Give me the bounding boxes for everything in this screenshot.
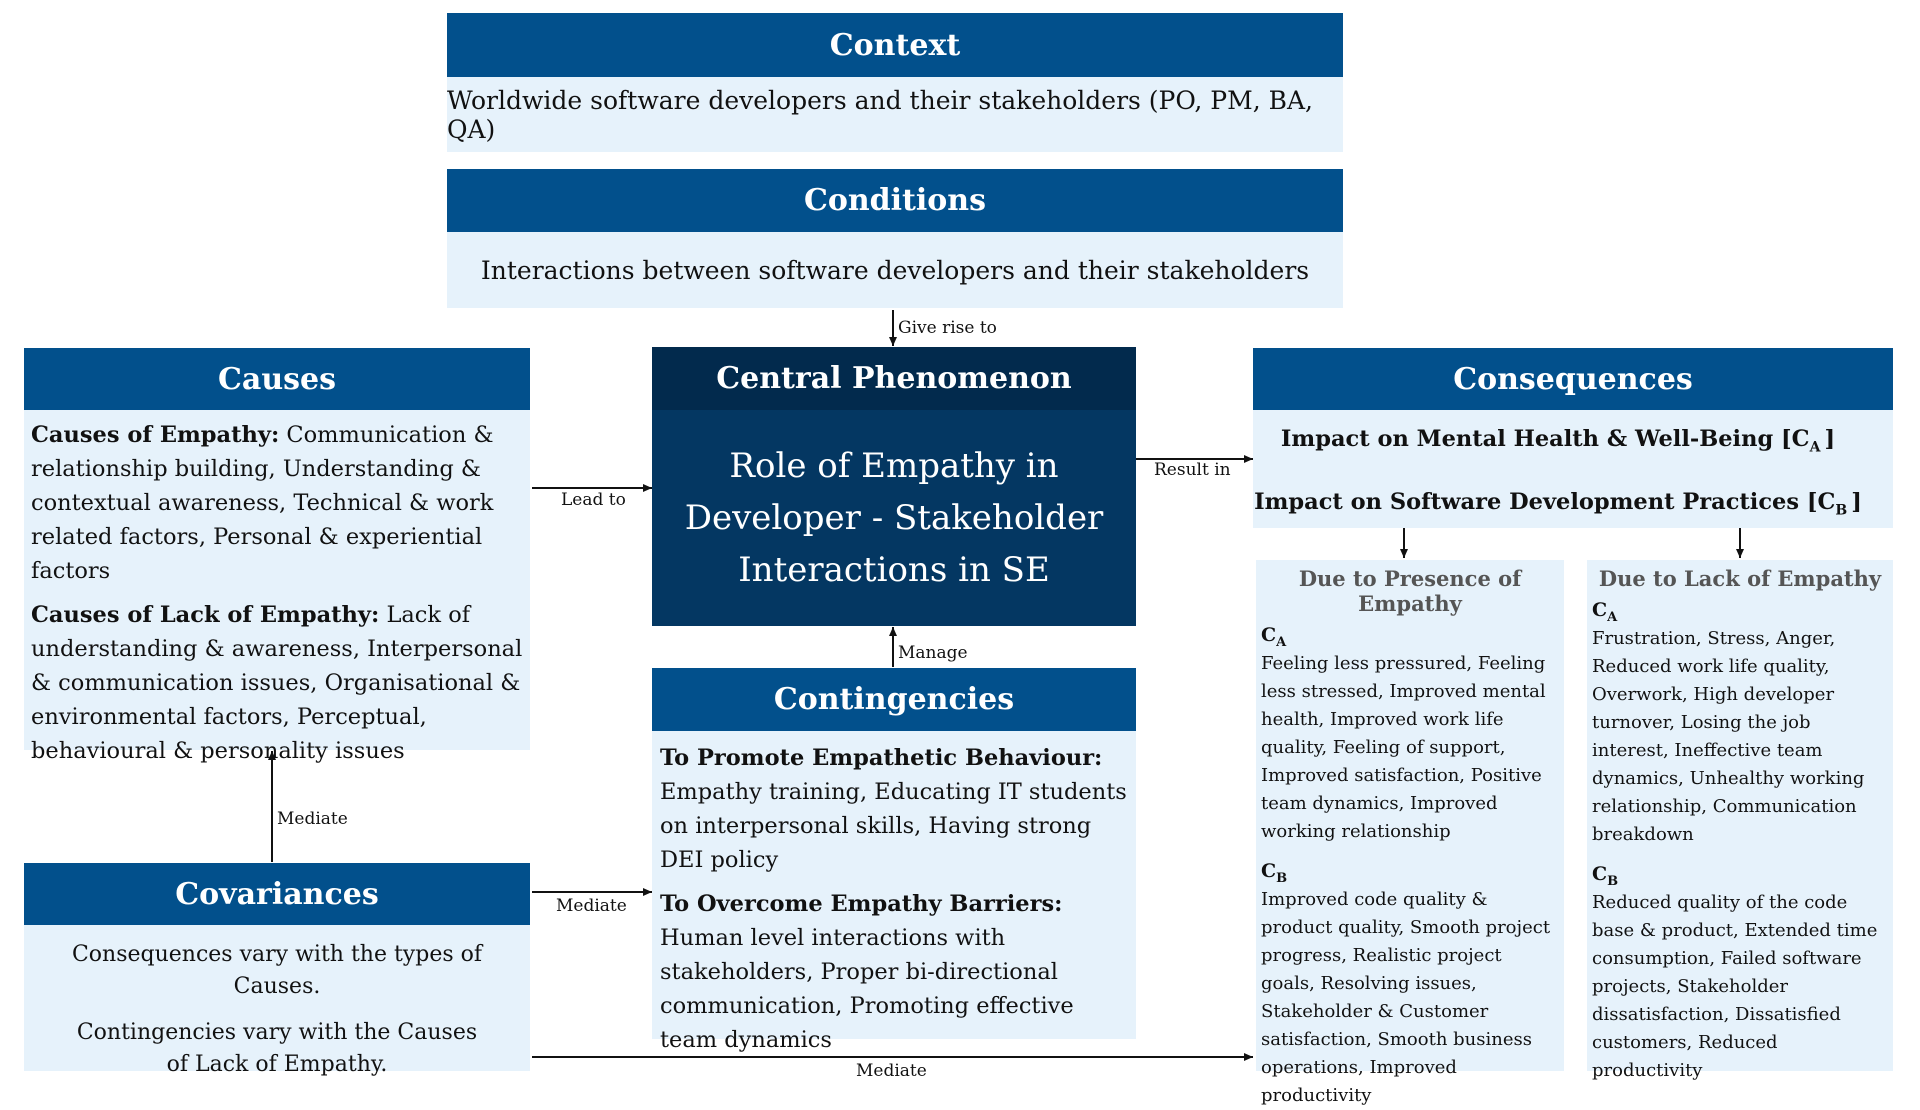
causes-box bbox=[24, 348, 530, 764]
contingencies-promote-label: To Promote Empathetic Behaviour: bbox=[660, 745, 1103, 771]
lack-ca-heading: $C_A$ bbox=[1592, 599, 1618, 625]
context-title: Context bbox=[447, 13, 1343, 77]
causes-of-lack-of-empathy bbox=[31, 598, 523, 768]
label-mediate-right: Mediate bbox=[556, 896, 627, 916]
causes-empathy-label: Causes of Empathy: bbox=[31, 422, 280, 448]
presence-of-empathy-box bbox=[1256, 560, 1564, 1106]
causes-lack-text: Lack of understanding & awareness, Interpersonal & communication issues, Organisational & environmental factors, Perceptual, behavioural & personality issues bbox=[31, 602, 523, 764]
contingencies-overcome-text: Human level interactions with stakeholders, Proper bi-directional communication, Promoting effective team dynamics bbox=[660, 925, 1074, 1053]
conditions-title: Conditions bbox=[447, 169, 1343, 232]
lack-title: Due to Lack of Empathy bbox=[1598, 566, 1882, 591]
central-title: Central Phenomenon bbox=[652, 347, 1136, 410]
conditions-text: Interactions between software developers and their stakeholders bbox=[480, 255, 1310, 285]
covariances-line-1: Consequences vary with the types of Causes. bbox=[71, 942, 483, 999]
presence-ca-heading: $C_A$ bbox=[1261, 624, 1287, 650]
label-mediate-bottom: Mediate bbox=[856, 1061, 927, 1081]
causes-title: Causes bbox=[24, 348, 530, 410]
presence-cb-heading: $C_B$ bbox=[1261, 859, 1288, 886]
contingencies-overcome-label: To Overcome Empathy Barriers: bbox=[660, 891, 1063, 917]
impact-software-development: Impact on Software Development Practices [$C_B$ ] bbox=[1254, 488, 1862, 518]
conditions-box bbox=[447, 169, 1343, 308]
presence-title: Due to Presence of Empathy bbox=[1298, 566, 1522, 616]
causes-of-empathy bbox=[31, 418, 523, 588]
central-text: Role of Empathy in Developer - Stakeholder Interactions in SE bbox=[684, 446, 1104, 590]
consequences-title: Consequences bbox=[1253, 348, 1893, 410]
presence-ca-text: Feeling less pressured, Feeling less stressed, Improved mental health, Improved work life quality, Feeling of support, Improved satisfaction, Positive team dynamics, Improved working relationship bbox=[1261, 652, 1546, 842]
causes-empathy-text: Communication & relationship building, Understanding & contextual awareness, Technical & work related factors, Personal & experiential factors bbox=[31, 422, 494, 584]
context-box bbox=[447, 13, 1343, 152]
contingencies-box bbox=[652, 668, 1136, 1053]
lack-ca-text: Frustration, Stress, Anger, Reduced work life quality, Overwork, High developer turnover, Losing the job interest, Ineffective team dynamics, Unhealthy working relationship, Communication breakdown bbox=[1592, 627, 1865, 845]
covariances-line-2: Contingencies vary with the Causes of Lack of Empathy. bbox=[76, 1020, 478, 1077]
contingencies-promote bbox=[660, 741, 1128, 877]
central-phenomenon-box bbox=[652, 347, 1136, 626]
label-lead-to: Lead to bbox=[561, 490, 626, 510]
causes-lack-label: Causes of Lack of Empathy: bbox=[31, 602, 380, 628]
covariances-box bbox=[24, 863, 530, 1077]
contingencies-overcome bbox=[660, 887, 1128, 1057]
context-text: Worldwide software developers and their stakeholders (PO, PM, BA, QA) bbox=[447, 85, 1313, 144]
impact-mental-health: Impact on Mental Health & Well-Being [$C_A$ ] bbox=[1280, 426, 1836, 456]
consequences-box bbox=[1253, 348, 1893, 528]
label-mediate-up: Mediate bbox=[277, 809, 348, 829]
contingencies-title: Contingencies bbox=[652, 668, 1136, 731]
label-manage: Manage bbox=[898, 643, 968, 663]
lack-cb-text: Reduced quality of the code base & product, Extended time consumption, Failed software projects, Stakeholder dissatisfaction, Dissatisfied customers, Reduced productivity bbox=[1592, 891, 1878, 1081]
covariances-title: Covariances bbox=[24, 863, 530, 925]
lack-cb-heading: $C_B$ bbox=[1592, 862, 1619, 889]
label-result-in: Result in bbox=[1154, 460, 1231, 480]
contingencies-promote-text: Empathy training, Educating IT students on interpersonal skills, Having strong DEI policy bbox=[660, 779, 1127, 873]
lack-of-empathy-box bbox=[1587, 560, 1893, 1081]
presence-cb-text: Improved code quality & product quality, Smooth project progress, Realistic project goals, Resolving issues, Stakeholder & Customer satisfaction, Smooth business operations, Improved productivity bbox=[1261, 888, 1551, 1106]
label-give-rise-to: Give rise to bbox=[898, 318, 997, 338]
